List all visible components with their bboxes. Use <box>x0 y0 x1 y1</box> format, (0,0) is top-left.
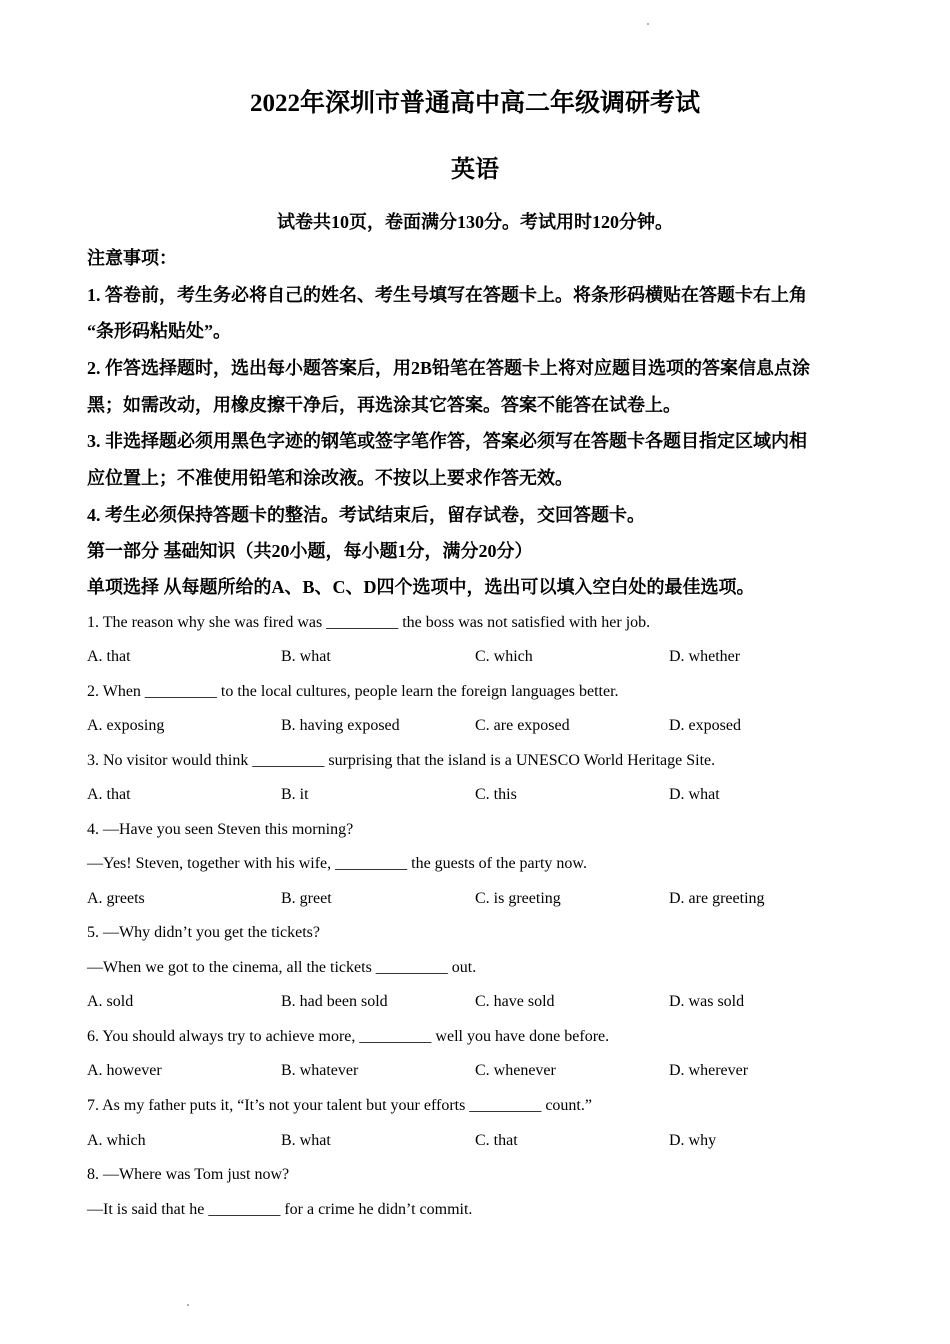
option-c: C. is greeting <box>475 890 561 907</box>
note-line: 黑；如需改动，用橡皮擦干净后，再选涂其它答案。答案不能答在试卷上。 <box>87 395 681 415</box>
question-stem: 1. The reason why she was fired was _________ the boss was not satisfied with her job. <box>87 614 651 631</box>
option-d: D. what <box>669 786 720 803</box>
option-b: B. having exposed <box>281 717 400 734</box>
option-d: D. was sold <box>669 993 745 1010</box>
option-a: A. greets <box>87 890 145 907</box>
option-b: B. what <box>281 648 331 665</box>
option-b: B. it <box>281 786 309 803</box>
options-row <box>87 991 877 1013</box>
note-line: “条形码粘贴处”。 <box>87 321 231 341</box>
question-stem: 3. No visitor would think _________ surprising that the island is a UNESCO World Heritage Site. <box>87 752 716 769</box>
options-row <box>87 888 877 910</box>
option-b: B. greet <box>281 890 332 907</box>
options-row <box>87 784 877 806</box>
note-line: 1. 答卷前，考生务必将自己的姓名、考生号填写在答题卡上。将条形码横贴在答题卡右上角 <box>87 285 807 305</box>
section-instruction: 单项选择 从每题所给的A、B、C、D四个选项中，选出可以填入空白处的最佳选项。 <box>87 577 755 597</box>
question-stem: 4. —Have you seen Steven this morning? <box>87 821 354 838</box>
options-row <box>87 1130 877 1152</box>
option-c: C. which <box>475 648 533 665</box>
question-stem: 7. As my father puts it, “It’s not your talent but your efforts _________ count.” <box>87 1097 592 1114</box>
option-c: C. that <box>475 1132 518 1149</box>
option-b: B. had been sold <box>281 993 388 1010</box>
scan-speck <box>647 23 649 25</box>
option-a: A. sold <box>87 993 134 1010</box>
question-stem: 6. You should always try to achieve more, _________ well you have done before. <box>87 1028 610 1045</box>
option-d: D. wherever <box>669 1062 749 1079</box>
scan-speck <box>187 1304 189 1306</box>
exam-title: 2022年深圳市普通高中高二年级调研考试 <box>249 90 700 117</box>
question-stem: —When we got to the cinema, all the tickets _________ out. <box>87 959 477 976</box>
note-line: 4. 考生必须保持答题卡的整洁。考试结束后，留存试卷，交回答题卡。 <box>87 505 645 525</box>
note-line: 应位置上；不准使用铅笔和涂改液。不按以上要求作答无效。 <box>87 468 573 488</box>
option-c: C. have sold <box>475 993 555 1010</box>
option-d: D. are greeting <box>669 890 765 907</box>
options-row <box>87 1060 877 1082</box>
option-a: A. exposing <box>87 717 165 734</box>
option-a: A. however <box>87 1062 162 1079</box>
option-d: D. whether <box>669 648 741 665</box>
option-a: A. that <box>87 648 131 665</box>
option-d: D. why <box>669 1132 717 1149</box>
question-stem: 5. —Why didn’t you get the tickets? <box>87 924 320 941</box>
option-d: D. exposed <box>669 717 741 734</box>
option-a: A. that <box>87 786 131 803</box>
option-c: C. are exposed <box>475 717 570 734</box>
question-stem: 2. When _________ to the local cultures, people learn the foreign languages better. <box>87 683 619 700</box>
option-b: B. what <box>281 1132 331 1149</box>
options-row <box>87 715 877 737</box>
notes-heading: 注意事项： <box>87 248 177 268</box>
note-line: 2. 作答选择题时，选出每小题答案后，用2B铅笔在答题卡上将对应题目选项的答案信息点涂 <box>87 358 811 378</box>
options-row <box>87 646 877 668</box>
option-b: B. whatever <box>281 1062 359 1079</box>
section-heading: 第一部分 基础知识（共20小题，每小题1分，满分20分） <box>87 541 533 561</box>
subject-title: 英语 <box>451 157 499 183</box>
question-stem: —Yes! Steven, together with his wife, _________ the guests of the party now. <box>87 855 587 872</box>
question-stem: 8. —Where was Tom just now? <box>87 1166 290 1183</box>
question-stem: —It is said that he _________ for a crime he didn’t commit. <box>87 1201 473 1218</box>
option-c: C. this <box>475 786 517 803</box>
option-a: A. which <box>87 1132 146 1149</box>
option-c: C. whenever <box>475 1062 556 1079</box>
exam-info: 试卷共10页，卷面满分130分。考试用时120分钟。 <box>277 212 673 232</box>
note-line: 3. 非选择题必须用黑色字迹的钢笔或签字笔作答，答案必须写在答题卡各题目指定区域内相 <box>87 431 807 451</box>
